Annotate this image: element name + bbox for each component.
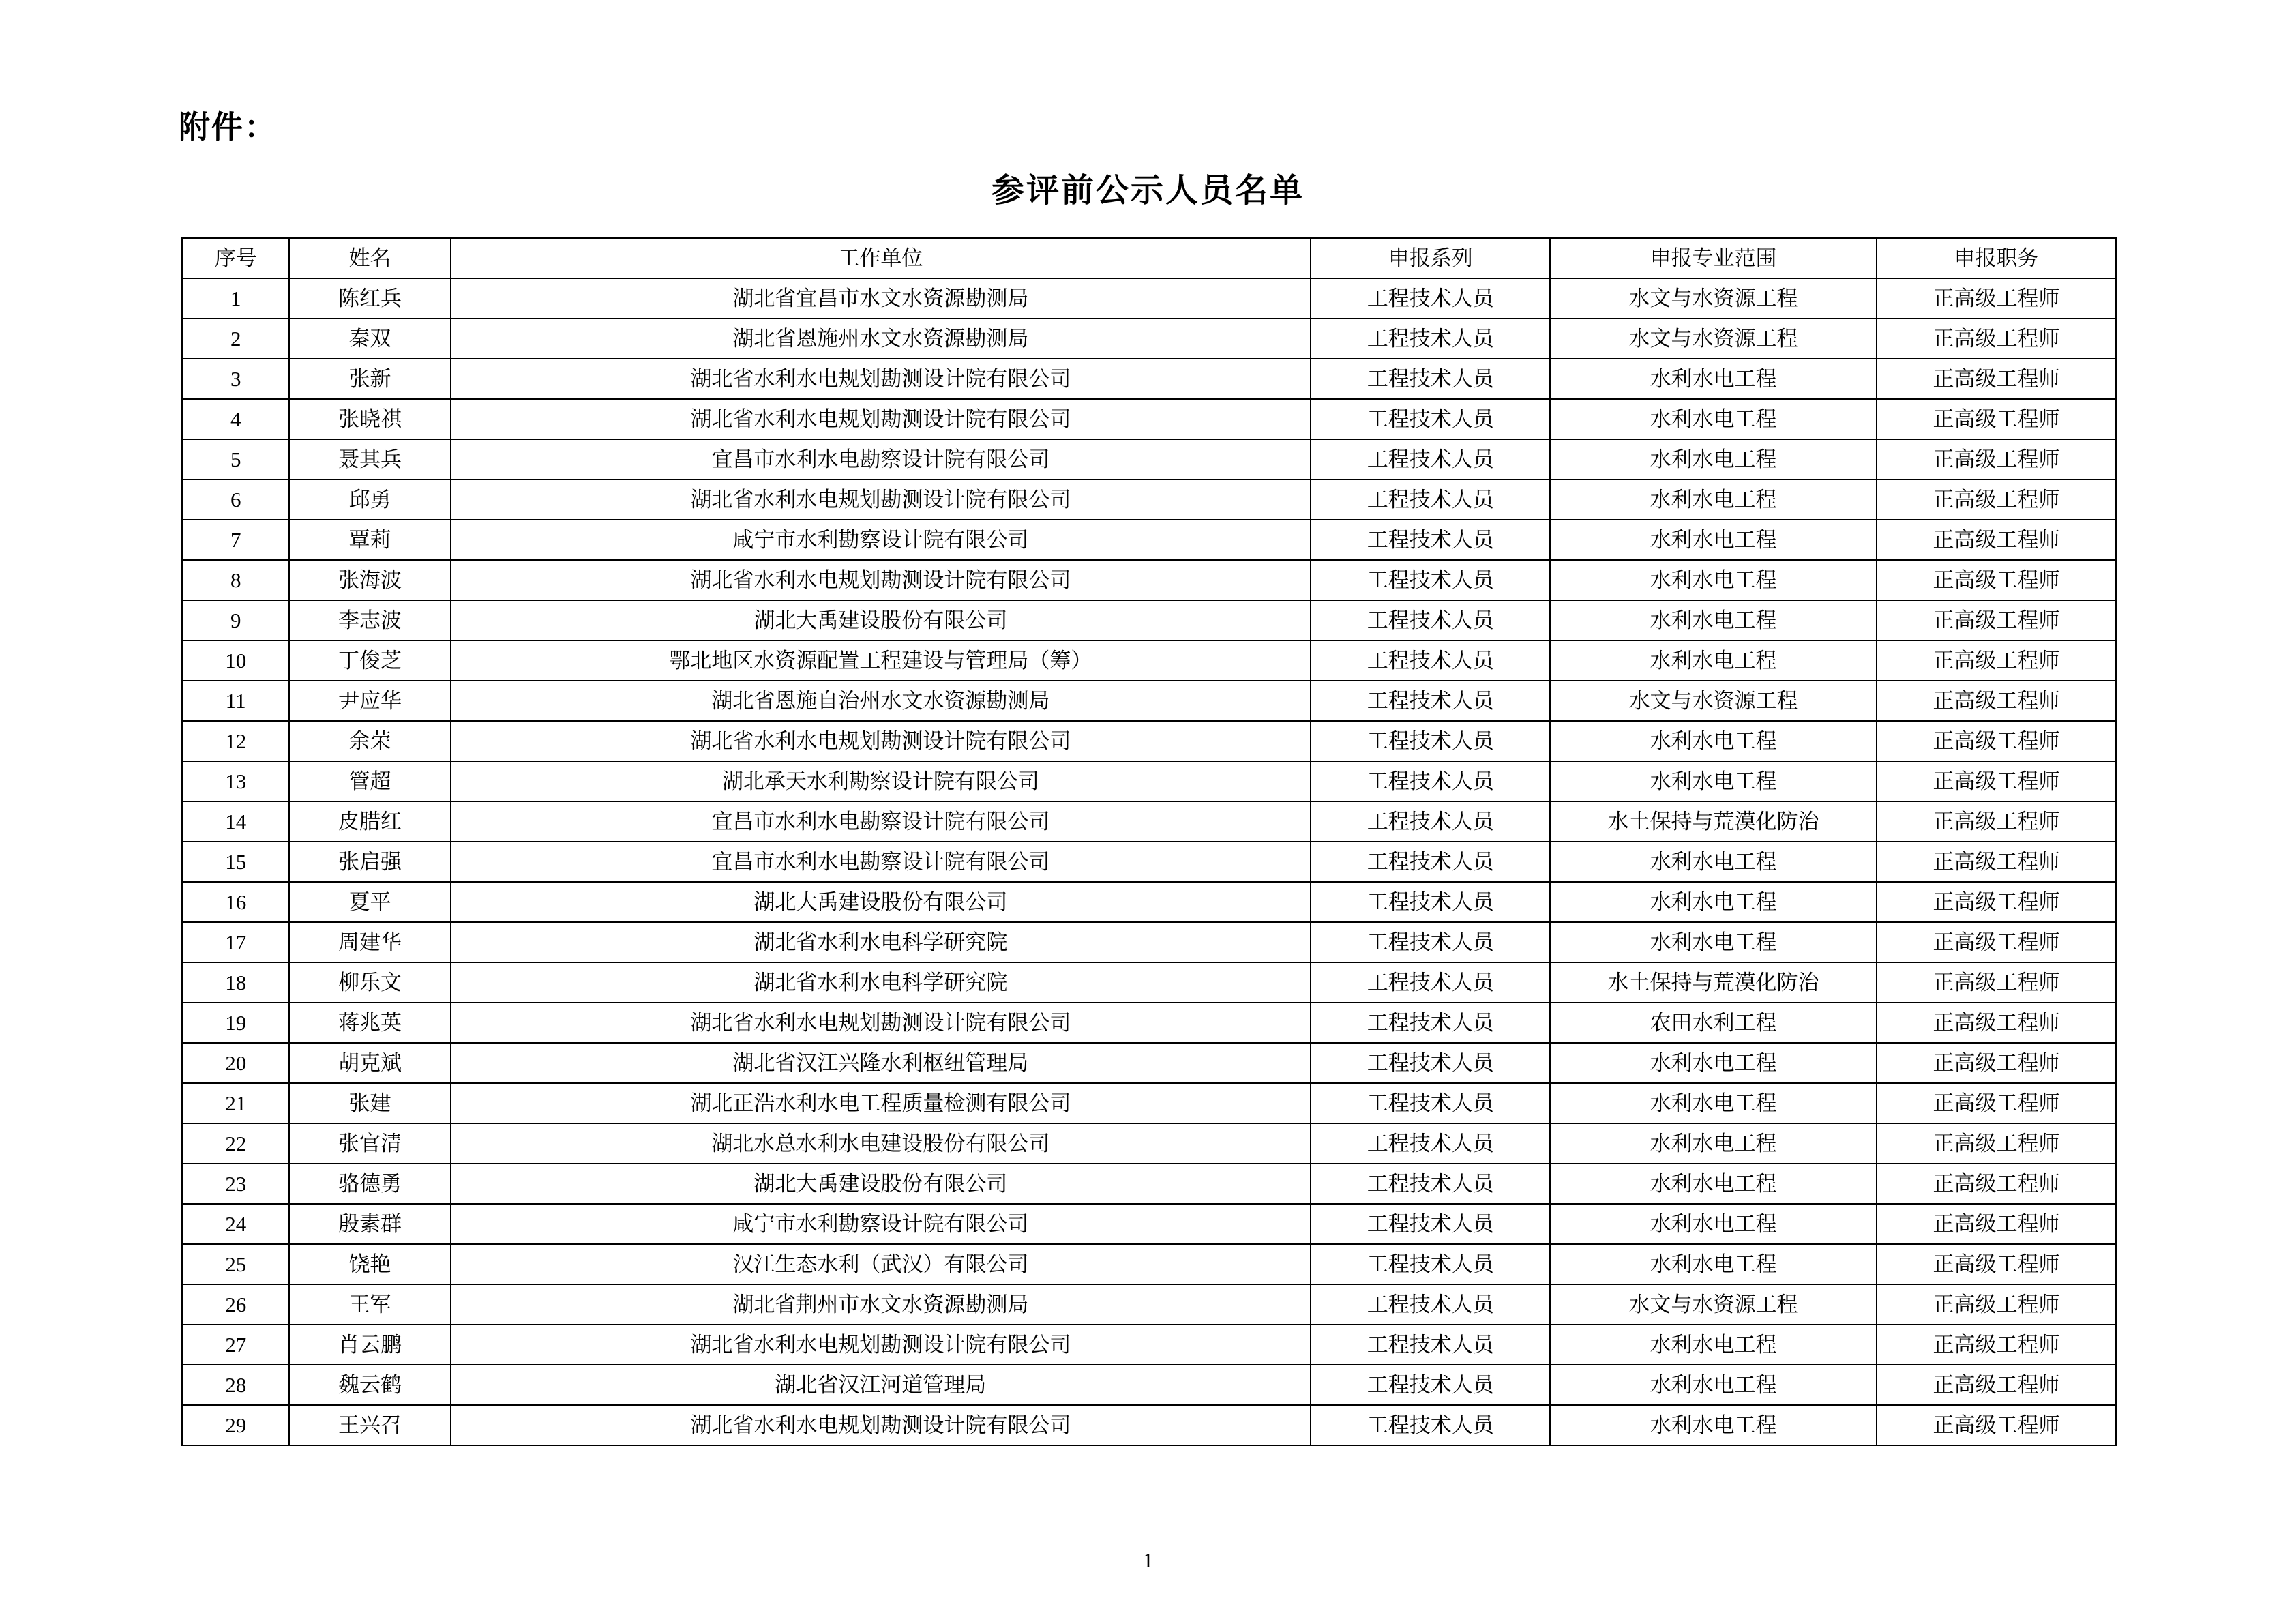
cell-major-scope: 水利水电工程 [1550,922,1877,962]
cell-series: 工程技术人员 [1311,882,1550,922]
column-header-major-scope: 申报专业范围 [1550,238,1877,278]
cell-major-scope: 水利水电工程 [1550,640,1877,681]
cell-series: 工程技术人员 [1311,600,1550,640]
cell-index: 22 [182,1123,289,1164]
cell-position: 正高级工程师 [1877,1244,2116,1284]
cell-position: 正高级工程师 [1877,1083,2116,1123]
cell-name: 张新 [289,359,450,399]
cell-index: 11 [182,681,289,721]
cell-major-scope: 水利水电工程 [1550,1043,1877,1083]
cell-position: 正高级工程师 [1877,1284,2116,1325]
cell-major-scope: 水利水电工程 [1550,520,1877,560]
cell-work-unit: 宜昌市水利水电勘察设计院有限公司 [451,439,1311,479]
cell-work-unit: 湖北大禹建设股份有限公司 [451,882,1311,922]
cell-index: 5 [182,439,289,479]
cell-index: 19 [182,1003,289,1043]
table-row [182,1365,2116,1405]
cell-position: 正高级工程师 [1877,600,2116,640]
cell-position: 正高级工程师 [1877,1003,2116,1043]
cell-index: 8 [182,560,289,600]
table-row [182,319,2116,359]
cell-series: 工程技术人员 [1311,560,1550,600]
cell-major-scope: 水利水电工程 [1550,1405,1877,1445]
cell-series: 工程技术人员 [1311,1365,1550,1405]
cell-series: 工程技术人员 [1311,1405,1550,1445]
cell-index: 24 [182,1204,289,1244]
cell-name: 肖云鹏 [289,1325,450,1365]
table-row [182,1405,2116,1445]
cell-name: 殷素群 [289,1204,450,1244]
cell-position: 正高级工程师 [1877,962,2116,1003]
cell-work-unit: 湖北省水利水电规划勘测设计院有限公司 [451,399,1311,439]
cell-series: 工程技术人员 [1311,640,1550,681]
table-row [182,1244,2116,1284]
attachment-label: 附件： [179,110,277,145]
cell-position: 正高级工程师 [1877,520,2116,560]
table-row [182,1204,2116,1244]
table-row [182,1083,2116,1123]
cell-index: 6 [182,479,289,520]
cell-work-unit: 湖北省恩施州水文水资源勘测局 [451,319,1311,359]
column-header-work-unit: 工作单位 [451,238,1311,278]
column-header-index: 序号 [182,238,289,278]
cell-name: 王兴召 [289,1405,450,1445]
cell-work-unit: 湖北正浩水利水电工程质量检测有限公司 [451,1083,1311,1123]
cell-index: 18 [182,962,289,1003]
roster-table-wrapper [181,237,2117,1446]
cell-position: 正高级工程师 [1877,842,2116,882]
table-row [182,1003,2116,1043]
cell-position: 正高级工程师 [1877,399,2116,439]
cell-series: 工程技术人员 [1311,801,1550,842]
cell-position: 正高级工程师 [1877,319,2116,359]
cell-name: 皮腊红 [289,801,450,842]
table-row [182,520,2116,560]
cell-name: 聂其兵 [289,439,450,479]
cell-work-unit: 湖北省水利水电规划勘测设计院有限公司 [451,560,1311,600]
table-row [182,439,2116,479]
cell-index: 3 [182,359,289,399]
cell-major-scope: 水利水电工程 [1550,1123,1877,1164]
table-body [182,278,2116,1445]
cell-name: 张官清 [289,1123,450,1164]
table-row [182,479,2116,520]
table-row [182,640,2116,681]
column-header-series: 申报系列 [1311,238,1550,278]
cell-major-scope: 水利水电工程 [1550,842,1877,882]
cell-index: 16 [182,882,289,922]
table-row [182,278,2116,319]
cell-work-unit: 湖北水总水利水电建设股份有限公司 [451,1123,1311,1164]
table-row [182,882,2116,922]
cell-name: 李志波 [289,600,450,640]
cell-name: 骆德勇 [289,1164,450,1204]
cell-series: 工程技术人员 [1311,1204,1550,1244]
cell-position: 正高级工程师 [1877,1405,2116,1445]
cell-major-scope: 水利水电工程 [1550,560,1877,600]
cell-work-unit: 宜昌市水利水电勘察设计院有限公司 [451,842,1311,882]
roster-table [181,237,2117,1446]
cell-name: 魏云鹤 [289,1365,450,1405]
cell-series: 工程技术人员 [1311,761,1550,801]
cell-series: 工程技术人员 [1311,1043,1550,1083]
table-row [182,1164,2116,1204]
cell-position: 正高级工程师 [1877,1123,2116,1164]
table-row [182,681,2116,721]
cell-index: 29 [182,1405,289,1445]
cell-series: 工程技术人员 [1311,399,1550,439]
cell-work-unit: 湖北承天水利勘察设计院有限公司 [451,761,1311,801]
cell-series: 工程技术人员 [1311,319,1550,359]
cell-name: 夏平 [289,882,450,922]
table-row [182,962,2116,1003]
cell-work-unit: 湖北省水利水电规划勘测设计院有限公司 [451,359,1311,399]
cell-position: 正高级工程师 [1877,1365,2116,1405]
cell-name: 余荣 [289,721,450,761]
cell-work-unit: 湖北省宜昌市水文水资源勘测局 [451,278,1311,319]
cell-index: 21 [182,1083,289,1123]
cell-position: 正高级工程师 [1877,1204,2116,1244]
cell-series: 工程技术人员 [1311,359,1550,399]
cell-index: 25 [182,1244,289,1284]
cell-major-scope: 水利水电工程 [1550,882,1877,922]
cell-position: 正高级工程师 [1877,1164,2116,1204]
cell-work-unit: 湖北省水利水电规划勘测设计院有限公司 [451,1405,1311,1445]
table-row [182,399,2116,439]
cell-major-scope: 水利水电工程 [1550,479,1877,520]
cell-name: 张晓祺 [289,399,450,439]
cell-series: 工程技术人员 [1311,1123,1550,1164]
cell-series: 工程技术人员 [1311,1325,1550,1365]
cell-name: 饶艳 [289,1244,450,1284]
cell-series: 工程技术人员 [1311,439,1550,479]
cell-index: 20 [182,1043,289,1083]
cell-position: 正高级工程师 [1877,479,2116,520]
cell-major-scope: 水利水电工程 [1550,1083,1877,1123]
cell-work-unit: 湖北省水利水电规划勘测设计院有限公司 [451,1003,1311,1043]
cell-series: 工程技术人员 [1311,681,1550,721]
cell-major-scope: 水文与水资源工程 [1550,319,1877,359]
cell-index: 13 [182,761,289,801]
cell-major-scope: 水土保持与荒漠化防治 [1550,962,1877,1003]
cell-position: 正高级工程师 [1877,761,2116,801]
cell-work-unit: 湖北省汉江兴隆水利枢纽管理局 [451,1043,1311,1083]
cell-work-unit: 湖北省水利水电科学研究院 [451,962,1311,1003]
table-row [182,1284,2116,1325]
cell-index: 23 [182,1164,289,1204]
cell-position: 正高级工程师 [1877,1325,2116,1365]
cell-major-scope: 水利水电工程 [1550,1164,1877,1204]
cell-series: 工程技术人员 [1311,479,1550,520]
cell-work-unit: 宜昌市水利水电勘察设计院有限公司 [451,801,1311,842]
cell-major-scope: 农田水利工程 [1550,1003,1877,1043]
cell-work-unit: 湖北省水利水电规划勘测设计院有限公司 [451,479,1311,520]
cell-name: 王军 [289,1284,450,1325]
table-row [182,1123,2116,1164]
cell-work-unit: 湖北省荆州市水文水资源勘测局 [451,1284,1311,1325]
table-row [182,721,2116,761]
cell-position: 正高级工程师 [1877,801,2116,842]
cell-position: 正高级工程师 [1877,359,2116,399]
cell-position: 正高级工程师 [1877,1043,2116,1083]
cell-name: 张海波 [289,560,450,600]
cell-series: 工程技术人员 [1311,1164,1550,1204]
cell-name: 邱勇 [289,479,450,520]
table-row [182,560,2116,600]
cell-index: 28 [182,1365,289,1405]
cell-name: 胡克斌 [289,1043,450,1083]
cell-position: 正高级工程师 [1877,640,2116,681]
cell-index: 14 [182,801,289,842]
page-title: 参评前公示人员名单 [991,173,1304,209]
page-number: 1 [1142,1548,1154,1572]
cell-name: 张建 [289,1083,450,1123]
cell-position: 正高级工程师 [1877,681,2116,721]
cell-work-unit: 湖北省恩施自治州水文水资源勘测局 [451,681,1311,721]
cell-name: 蒋兆英 [289,1003,450,1043]
column-header-name: 姓名 [289,238,450,278]
cell-major-scope: 水土保持与荒漠化防治 [1550,801,1877,842]
cell-index: 7 [182,520,289,560]
cell-name: 陈红兵 [289,278,450,319]
table-row [182,359,2116,399]
cell-work-unit: 湖北大禹建设股份有限公司 [451,600,1311,640]
cell-index: 17 [182,922,289,962]
column-header-position: 申报职务 [1877,238,2116,278]
cell-major-scope: 水利水电工程 [1550,1204,1877,1244]
table-row [182,842,2116,882]
cell-series: 工程技术人员 [1311,1003,1550,1043]
cell-name: 尹应华 [289,681,450,721]
cell-name: 覃莉 [289,520,450,560]
table-header [182,238,2116,278]
cell-index: 2 [182,319,289,359]
cell-index: 1 [182,278,289,319]
cell-index: 15 [182,842,289,882]
cell-major-scope: 水利水电工程 [1550,600,1877,640]
cell-series: 工程技术人员 [1311,1244,1550,1284]
cell-work-unit: 湖北省汉江河道管理局 [451,1365,1311,1405]
cell-major-scope: 水利水电工程 [1550,359,1877,399]
cell-major-scope: 水利水电工程 [1550,1244,1877,1284]
cell-series: 工程技术人员 [1311,1284,1550,1325]
cell-series: 工程技术人员 [1311,922,1550,962]
cell-name: 柳乐文 [289,962,450,1003]
cell-position: 正高级工程师 [1877,922,2116,962]
cell-major-scope: 水利水电工程 [1550,721,1877,761]
cell-work-unit: 咸宁市水利勘察设计院有限公司 [451,520,1311,560]
cell-series: 工程技术人员 [1311,1083,1550,1123]
cell-index: 10 [182,640,289,681]
cell-position: 正高级工程师 [1877,560,2116,600]
cell-index: 27 [182,1325,289,1365]
cell-work-unit: 湖北省水利水电规划勘测设计院有限公司 [451,1325,1311,1365]
cell-series: 工程技术人员 [1311,278,1550,319]
cell-index: 9 [182,600,289,640]
cell-major-scope: 水文与水资源工程 [1550,681,1877,721]
cell-major-scope: 水文与水资源工程 [1550,278,1877,319]
table-row [182,1043,2116,1083]
cell-major-scope: 水文与水资源工程 [1550,1284,1877,1325]
cell-index: 4 [182,399,289,439]
table-row [182,922,2116,962]
table-row [182,1325,2116,1365]
cell-major-scope: 水利水电工程 [1550,761,1877,801]
cell-work-unit: 鄂北地区水资源配置工程建设与管理局（筹） [451,640,1311,681]
table-row [182,801,2116,842]
cell-position: 正高级工程师 [1877,278,2116,319]
cell-major-scope: 水利水电工程 [1550,1325,1877,1365]
cell-index: 12 [182,721,289,761]
cell-work-unit: 汉江生态水利（武汉）有限公司 [451,1244,1311,1284]
cell-work-unit: 湖北省水利水电规划勘测设计院有限公司 [451,721,1311,761]
cell-work-unit: 湖北大禹建设股份有限公司 [451,1164,1311,1204]
cell-position: 正高级工程师 [1877,882,2116,922]
cell-series: 工程技术人员 [1311,520,1550,560]
cell-work-unit: 湖北省水利水电科学研究院 [451,922,1311,962]
table-row [182,600,2116,640]
cell-name: 管超 [289,761,450,801]
cell-position: 正高级工程师 [1877,439,2116,479]
cell-major-scope: 水利水电工程 [1550,439,1877,479]
cell-series: 工程技术人员 [1311,842,1550,882]
table-row [182,761,2116,801]
cell-position: 正高级工程师 [1877,721,2116,761]
cell-series: 工程技术人员 [1311,962,1550,1003]
cell-major-scope: 水利水电工程 [1550,399,1877,439]
cell-name: 丁俊芝 [289,640,450,681]
cell-name: 秦双 [289,319,450,359]
cell-index: 26 [182,1284,289,1325]
cell-series: 工程技术人员 [1311,721,1550,761]
cell-name: 周建华 [289,922,450,962]
table-header-row [182,238,2116,278]
cell-work-unit: 咸宁市水利勘察设计院有限公司 [451,1204,1311,1244]
cell-name: 张启强 [289,842,450,882]
cell-major-scope: 水利水电工程 [1550,1365,1877,1405]
